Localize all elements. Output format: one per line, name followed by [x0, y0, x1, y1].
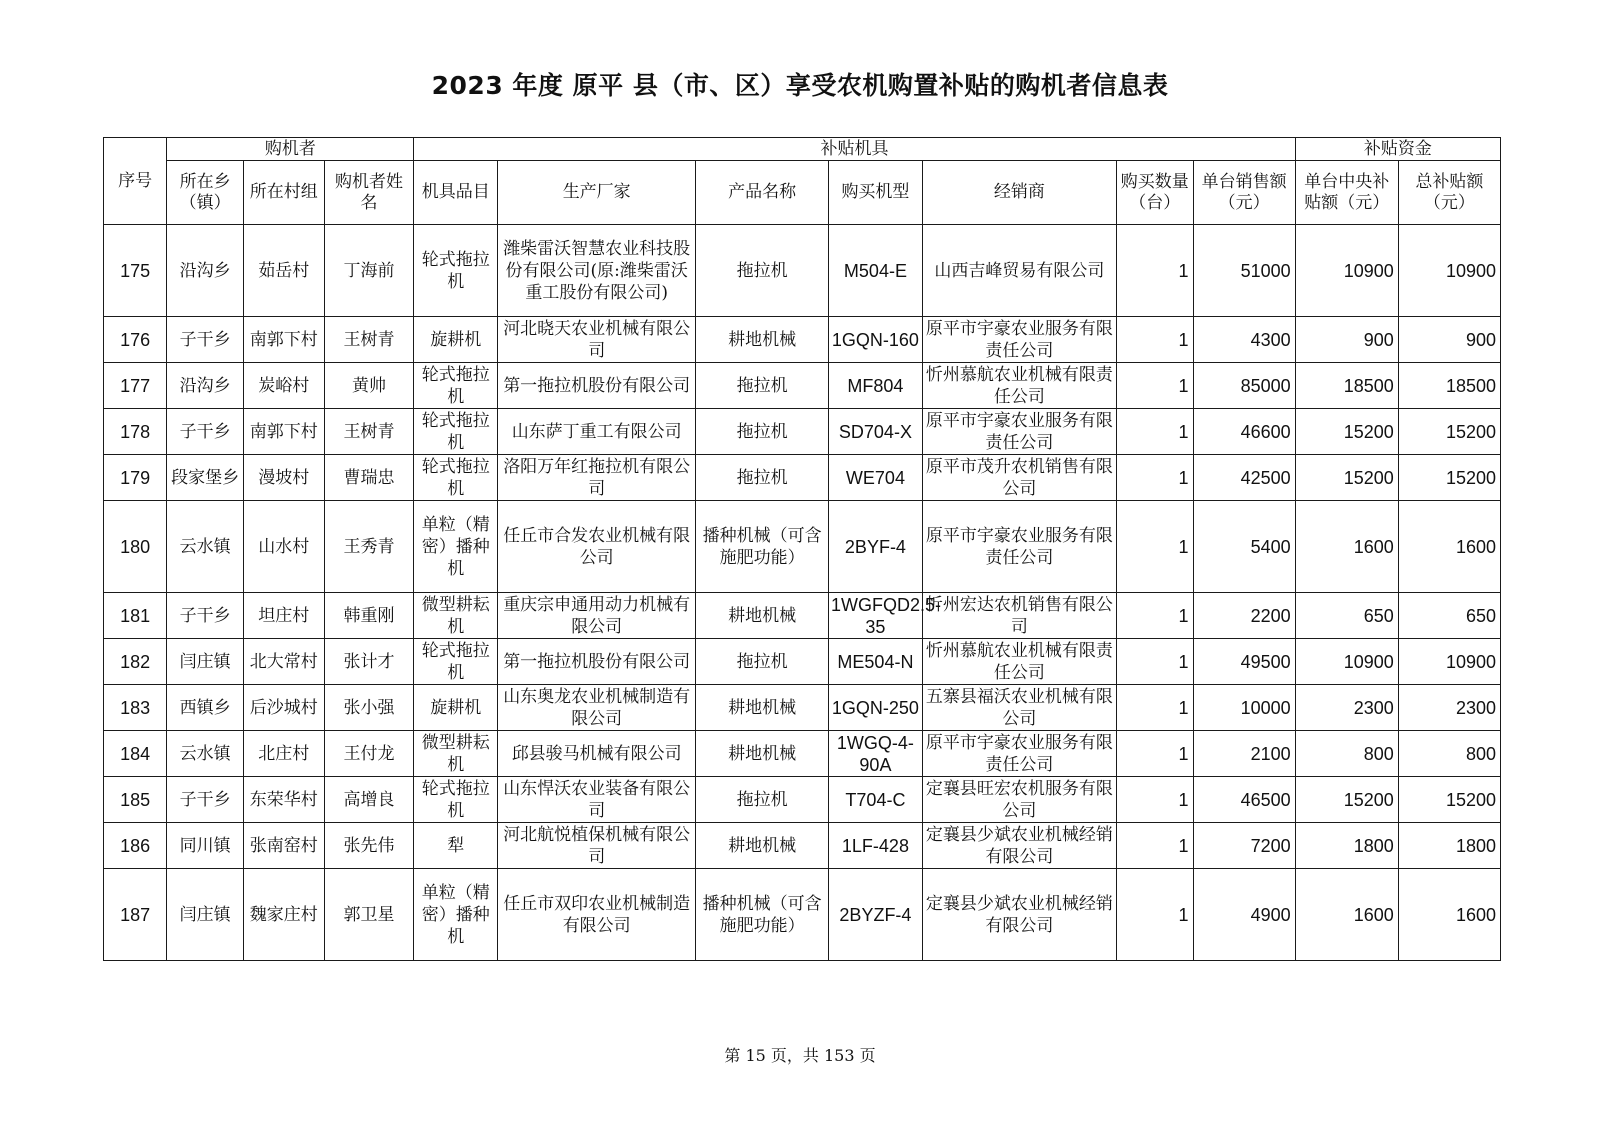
- cell-village: 南郭下村: [243, 409, 324, 455]
- cell-seq: 185: [104, 777, 167, 823]
- cell-total-subsidy: 650: [1398, 593, 1500, 639]
- table-row: [104, 455, 1501, 501]
- header-manufacturer: 生产厂家: [498, 161, 696, 225]
- cell-total-subsidy: 18500: [1398, 363, 1500, 409]
- cell-manufacturer: 任丘市合发农业机械有限公司: [498, 501, 696, 593]
- cell-unit-subsidy: 10900: [1295, 225, 1398, 317]
- cell-dealer: 定襄县少斌农业机械经销有限公司: [922, 823, 1116, 869]
- cell-village: 茹岳村: [243, 225, 324, 317]
- cell-total-subsidy: 1600: [1398, 869, 1500, 961]
- cell-town: 闫庄镇: [167, 869, 244, 961]
- header-town: 所在乡（镇）: [167, 161, 244, 225]
- cell-product: 拖拉机: [696, 639, 829, 685]
- cell-total-subsidy: 15200: [1398, 777, 1500, 823]
- cell-product: 耕地机械: [696, 317, 829, 363]
- cell-dealer: 原平市宇豪农业服务有限责任公司: [922, 317, 1116, 363]
- cell-category: 轮式拖拉机: [414, 639, 498, 685]
- cell-qty: 1: [1116, 455, 1193, 501]
- table-row: [104, 225, 1501, 317]
- table-row: [104, 501, 1501, 593]
- cell-unit-price: 46600: [1193, 409, 1295, 455]
- cell-seq: 187: [104, 869, 167, 961]
- cell-village: 山水村: [243, 501, 324, 593]
- cell-total-subsidy: 800: [1398, 731, 1500, 777]
- cell-town: 闫庄镇: [167, 639, 244, 685]
- cell-category: 旋耕机: [414, 317, 498, 363]
- cell-dealer: 原平市宇豪农业服务有限责任公司: [922, 731, 1116, 777]
- cell-manufacturer: 第一拖拉机股份有限公司: [498, 363, 696, 409]
- cell-qty: 1: [1116, 639, 1193, 685]
- cell-village: 魏家庄村: [243, 869, 324, 961]
- cell-qty: 1: [1116, 685, 1193, 731]
- header-group-machine: 补贴机具: [414, 138, 1295, 161]
- cell-dealer: 忻州慕航农业机械有限责任公司: [922, 363, 1116, 409]
- subsidy-table: [103, 137, 1501, 961]
- cell-product: 耕地机械: [696, 593, 829, 639]
- cell-unit-subsidy: 1600: [1295, 501, 1398, 593]
- table-body: [104, 225, 1501, 961]
- cell-buyer-name: 张计才: [324, 639, 414, 685]
- cell-category: 单粒（精密）播种机: [414, 501, 498, 593]
- cell-buyer-name: 张小强: [324, 685, 414, 731]
- header-product: 产品名称: [696, 161, 829, 225]
- table-row: [104, 317, 1501, 363]
- cell-manufacturer: 邱县骏马机械有限公司: [498, 731, 696, 777]
- header-group-buyer: 购机者: [167, 138, 414, 161]
- table-row: [104, 731, 1501, 777]
- cell-category: 微型耕耘机: [414, 731, 498, 777]
- cell-buyer-name: 王秀青: [324, 501, 414, 593]
- cell-model: 2BYZF-4: [828, 869, 922, 961]
- table-row: [104, 777, 1501, 823]
- header-unit-subsidy: 单台中央补贴额（元）: [1295, 161, 1398, 225]
- cell-seq: 182: [104, 639, 167, 685]
- cell-unit-price: 49500: [1193, 639, 1295, 685]
- cell-product: 拖拉机: [696, 409, 829, 455]
- cell-dealer: 忻州慕航农业机械有限责任公司: [922, 639, 1116, 685]
- cell-manufacturer: 河北晓天农业机械有限公司: [498, 317, 696, 363]
- cell-total-subsidy: 10900: [1398, 639, 1500, 685]
- cell-unit-price: 4300: [1193, 317, 1295, 363]
- table-row: [104, 639, 1501, 685]
- cell-manufacturer: 任丘市双印农业机械制造有限公司: [498, 869, 696, 961]
- cell-seq: 179: [104, 455, 167, 501]
- cell-unit-subsidy: 15200: [1295, 777, 1398, 823]
- cell-unit-subsidy: 2300: [1295, 685, 1398, 731]
- cell-unit-price: 42500: [1193, 455, 1295, 501]
- cell-model: 1GQN-160: [828, 317, 922, 363]
- cell-town: 子干乡: [167, 317, 244, 363]
- cell-seq: 183: [104, 685, 167, 731]
- cell-dealer: 定襄县少斌农业机械经销有限公司: [922, 869, 1116, 961]
- cell-village: 漫坡村: [243, 455, 324, 501]
- cell-total-subsidy: 900: [1398, 317, 1500, 363]
- header-unit-price: 单台销售额（元）: [1193, 161, 1295, 225]
- cell-village: 东荣华村: [243, 777, 324, 823]
- cell-town: 子干乡: [167, 777, 244, 823]
- header-qty: 购买数量（台）: [1116, 161, 1193, 225]
- cell-village: 北大常村: [243, 639, 324, 685]
- table-row: [104, 593, 1501, 639]
- cell-seq: 177: [104, 363, 167, 409]
- cell-dealer: 忻州宏达农机销售有限公司: [922, 593, 1116, 639]
- cell-village: 张南窑村: [243, 823, 324, 869]
- cell-total-subsidy: 1600: [1398, 501, 1500, 593]
- cell-qty: 1: [1116, 317, 1193, 363]
- cell-model: 1GQN-250: [828, 685, 922, 731]
- cell-product: 播种机械（可含施肥功能）: [696, 501, 829, 593]
- cell-buyer-name: 丁海前: [324, 225, 414, 317]
- header-village: 所在村组: [243, 161, 324, 225]
- cell-category: 轮式拖拉机: [414, 777, 498, 823]
- cell-model: 1WGQ-4-90A: [828, 731, 922, 777]
- page-footer: 第 15 页，共 153 页: [724, 1046, 876, 1065]
- cell-unit-subsidy: 900: [1295, 317, 1398, 363]
- cell-qty: 1: [1116, 593, 1193, 639]
- cell-manufacturer: 重庆宗申通用动力机械有限公司: [498, 593, 696, 639]
- cell-total-subsidy: 1800: [1398, 823, 1500, 869]
- cell-dealer: 原平市宇豪农业服务有限责任公司: [922, 409, 1116, 455]
- cell-town: 沿沟乡: [167, 363, 244, 409]
- cell-unit-subsidy: 10900: [1295, 639, 1398, 685]
- cell-manufacturer: 山东萨丁重工有限公司: [498, 409, 696, 455]
- cell-buyer-name: 张先伟: [324, 823, 414, 869]
- cell-product: 播种机械（可含施肥功能）: [696, 869, 829, 961]
- cell-qty: 1: [1116, 777, 1193, 823]
- cell-manufacturer: 洛阳万年红拖拉机有限公司: [498, 455, 696, 501]
- cell-model: ME504-N: [828, 639, 922, 685]
- cell-total-subsidy: 2300: [1398, 685, 1500, 731]
- cell-seq: 178: [104, 409, 167, 455]
- cell-buyer-name: 韩重刚: [324, 593, 414, 639]
- cell-dealer: 定襄县旺宏农机服务有限公司: [922, 777, 1116, 823]
- cell-qty: 1: [1116, 731, 1193, 777]
- table-row: [104, 409, 1501, 455]
- cell-product: 拖拉机: [696, 777, 829, 823]
- cell-category: 旋耕机: [414, 685, 498, 731]
- cell-category: 轮式拖拉机: [414, 409, 498, 455]
- cell-qty: 1: [1116, 409, 1193, 455]
- cell-total-subsidy: 10900: [1398, 225, 1500, 317]
- cell-manufacturer: 山东奥龙农业机械制造有限公司: [498, 685, 696, 731]
- cell-category: 轮式拖拉机: [414, 363, 498, 409]
- cell-village: 炭峪村: [243, 363, 324, 409]
- cell-unit-price: 7200: [1193, 823, 1295, 869]
- cell-manufacturer: 山东悍沃农业装备有限公司: [498, 777, 696, 823]
- header-seq: 序号: [104, 138, 167, 225]
- cell-dealer: 五寨县福沃农业机械有限公司: [922, 685, 1116, 731]
- cell-manufacturer: 潍柴雷沃智慧农业科技股份有限公司(原:潍柴雷沃重工股份有限公司): [498, 225, 696, 317]
- cell-buyer-name: 王树青: [324, 317, 414, 363]
- cell-seq: 186: [104, 823, 167, 869]
- cell-category: 轮式拖拉机: [414, 225, 498, 317]
- cell-product: 耕地机械: [696, 823, 829, 869]
- cell-town: 子干乡: [167, 593, 244, 639]
- cell-buyer-name: 高增良: [324, 777, 414, 823]
- cell-unit-price: 46500: [1193, 777, 1295, 823]
- cell-product: 拖拉机: [696, 363, 829, 409]
- cell-dealer: 原平市茂升农机销售有限公司: [922, 455, 1116, 501]
- cell-unit-subsidy: 1800: [1295, 823, 1398, 869]
- cell-seq: 184: [104, 731, 167, 777]
- cell-qty: 1: [1116, 501, 1193, 593]
- cell-unit-price: 85000: [1193, 363, 1295, 409]
- cell-unit-subsidy: 15200: [1295, 455, 1398, 501]
- cell-unit-price: 51000: [1193, 225, 1295, 317]
- cell-category: 犁: [414, 823, 498, 869]
- table-row: [104, 869, 1501, 961]
- cell-unit-price: 10000: [1193, 685, 1295, 731]
- cell-category: 单粒（精密）播种机: [414, 869, 498, 961]
- cell-buyer-name: 郭卫星: [324, 869, 414, 961]
- cell-model: MF804: [828, 363, 922, 409]
- cell-seq: 180: [104, 501, 167, 593]
- cell-unit-price: 4900: [1193, 869, 1295, 961]
- cell-seq: 176: [104, 317, 167, 363]
- cell-model: T704-C: [828, 777, 922, 823]
- cell-product: 拖拉机: [696, 455, 829, 501]
- cell-manufacturer: 河北航悦植保机械有限公司: [498, 823, 696, 869]
- cell-town: 子干乡: [167, 409, 244, 455]
- cell-village: 坦庄村: [243, 593, 324, 639]
- header-category: 机具品目: [414, 161, 498, 225]
- cell-unit-price: 2100: [1193, 731, 1295, 777]
- cell-seq: 175: [104, 225, 167, 317]
- cell-model: WE704: [828, 455, 922, 501]
- cell-unit-subsidy: 18500: [1295, 363, 1398, 409]
- cell-product: 耕地机械: [696, 731, 829, 777]
- page-title: 2023 年度 原平 县（市、区）享受农机购置补贴的购机者信息表: [431, 71, 1169, 100]
- cell-town: 西镇乡: [167, 685, 244, 731]
- cell-village: 北庄村: [243, 731, 324, 777]
- cell-unit-subsidy: 650: [1295, 593, 1398, 639]
- cell-unit-subsidy: 1600: [1295, 869, 1398, 961]
- cell-model: SD704-X: [828, 409, 922, 455]
- cell-model: M504-E: [828, 225, 922, 317]
- cell-buyer-name: 曹瑞忠: [324, 455, 414, 501]
- cell-total-subsidy: 15200: [1398, 455, 1500, 501]
- cell-model: 2BYF-4: [828, 501, 922, 593]
- cell-dealer: 山西吉峰贸易有限公司: [922, 225, 1116, 317]
- cell-town: 同川镇: [167, 823, 244, 869]
- cell-product: 拖拉机: [696, 225, 829, 317]
- cell-buyer-name: 黄帅: [324, 363, 414, 409]
- header-total-subsidy: 总补贴额（元）: [1398, 161, 1500, 225]
- cell-village: 后沙城村: [243, 685, 324, 731]
- cell-qty: 1: [1116, 225, 1193, 317]
- cell-unit-subsidy: 800: [1295, 731, 1398, 777]
- cell-qty: 1: [1116, 869, 1193, 961]
- cell-unit-price: 2200: [1193, 593, 1295, 639]
- cell-category: 轮式拖拉机: [414, 455, 498, 501]
- cell-seq: 181: [104, 593, 167, 639]
- header-model: 购买机型: [828, 161, 922, 225]
- cell-model: 1LF-428: [828, 823, 922, 869]
- header-buyer-name: 购机者姓名: [324, 161, 414, 225]
- cell-village: 南郭下村: [243, 317, 324, 363]
- cell-model: 1WGFQD2.5-35: [828, 593, 922, 639]
- cell-town: 段家堡乡: [167, 455, 244, 501]
- table-row: [104, 823, 1501, 869]
- cell-category: 微型耕耘机: [414, 593, 498, 639]
- cell-product: 耕地机械: [696, 685, 829, 731]
- cell-town: 沿沟乡: [167, 225, 244, 317]
- cell-unit-price: 5400: [1193, 501, 1295, 593]
- cell-total-subsidy: 15200: [1398, 409, 1500, 455]
- cell-town: 云水镇: [167, 731, 244, 777]
- cell-buyer-name: 王付龙: [324, 731, 414, 777]
- table-row: [104, 363, 1501, 409]
- cell-qty: 1: [1116, 363, 1193, 409]
- header-group-fund: 补贴资金: [1295, 138, 1500, 161]
- cell-town: 云水镇: [167, 501, 244, 593]
- cell-dealer: 原平市宇豪农业服务有限责任公司: [922, 501, 1116, 593]
- table-row: [104, 685, 1501, 731]
- cell-qty: 1: [1116, 823, 1193, 869]
- header-dealer: 经销商: [922, 161, 1116, 225]
- cell-manufacturer: 第一拖拉机股份有限公司: [498, 639, 696, 685]
- cell-unit-subsidy: 15200: [1295, 409, 1398, 455]
- cell-buyer-name: 王树青: [324, 409, 414, 455]
